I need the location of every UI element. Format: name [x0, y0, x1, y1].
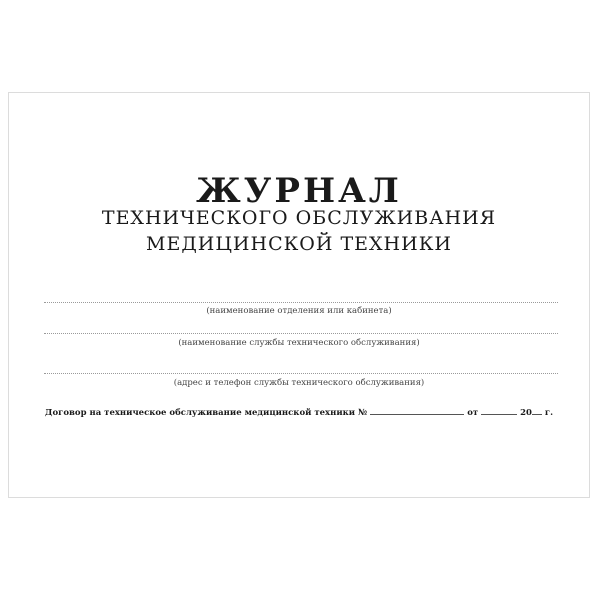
department-caption: (наименование отделения или кабинета) [206, 306, 392, 316]
contract-from-label: от [467, 408, 479, 418]
contract-year-suffix: г. [544, 408, 554, 418]
contract-year-prefix: 20 [520, 408, 532, 418]
journal-title: ЖУРНАЛ [196, 171, 402, 211]
journal-cover [8, 92, 590, 498]
contract-line [9, 405, 589, 420]
journal-subtitle-line2: МЕДИЦИНСКОЙ ТЕХНИКИ [146, 233, 452, 255]
service-name-caption: (наименование службы технического обслуживания) [178, 338, 420, 348]
service-address-fill-line [44, 373, 558, 374]
journal-subtitle-line1: ТЕХНИЧЕСКОГО ОБСЛУЖИВАНИЯ [101, 207, 497, 229]
contract-number-blank [370, 405, 464, 415]
service-address-caption: (адрес и телефон службы технического обслуживания) [173, 378, 425, 388]
service-name-fill-line [44, 333, 558, 334]
department-fill-line [44, 302, 558, 303]
contract-year-blank [532, 405, 542, 415]
contract-label: Договор на техническое обслуживание медицинской техники № [44, 408, 368, 418]
contract-date-blank [481, 405, 517, 415]
